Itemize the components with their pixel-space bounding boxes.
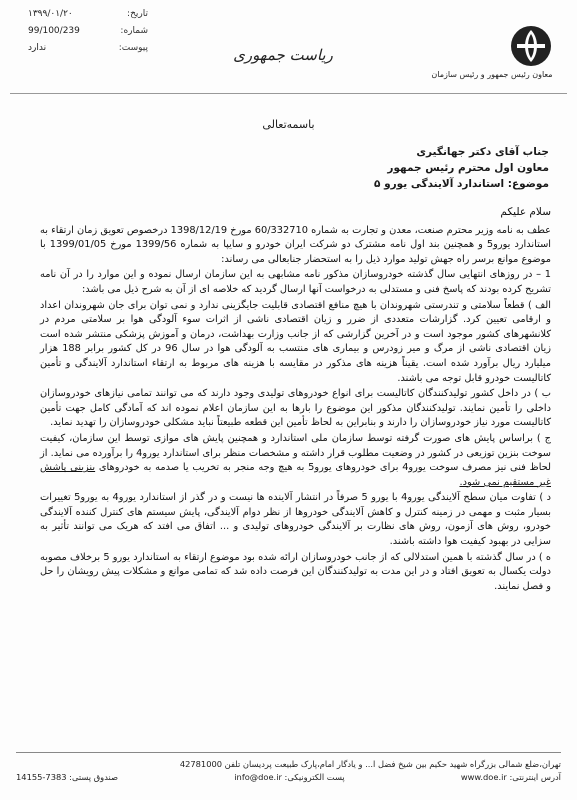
letterhead bbox=[0, 0, 577, 108]
paragraph-d: د ) تفاوت میان سطح آلایندگی یورو4 با یورو 5 صرفاً در انتشار آلاینده ها نیست و در گذر از استاندارد یورو4 به یورو5 تغییرات بسیار مثبت و مهمی در زمینه کنترل و کاهش آلایندگی خودروها از نظر دوام آلایندگی، پایش سیستم های کنترل کننده آلایندگی خودرو، روش های آزمون، روش های نظارت بر آلایندگی خودروهای تولیدی و ... اتفاق می افتد که هریک می توانند تأثیر به سزایی در بهبود کیفیت هوا داشته باشند. bbox=[40, 492, 551, 548]
letter-subject: موضوع: استاندارد آلایندگی یورو ۵ bbox=[374, 178, 549, 190]
underlined-phrase: بنزینی پاشش غیر مستقیم نمی شود. bbox=[40, 462, 551, 488]
header-divider bbox=[10, 93, 567, 94]
paragraph-a: الف ) قطعاً سلامتی و تندرستی شهروندان با هیچ منافع اقتصادی قابلیت جایگزینی ندارد و نمی توان برای جان شهروندان اعداد و ارقامی تعیین کرد. گزارشات متعددی از ضرر و زیان اقتصادی ناشی از اثرات سوء آلودگی هوا بر سلامتی مردم در کلانشهرهای کشور موجود است و در آخرین گزارشی که از جانب وزارت بهداشت، درمان و آموزش پزشکی منتشر شده است زیان اقتصادی ناشی از مرگ و میر زودرس و بیماری های منتسب به آلودگی هوا در سال 96 در کل کشور برابر 188 هزار میلیارد ریال برآورد شده است. یقیناً هزینه های مذکور در مقایسه با هزینه های مربوط به ارتقاء استاندارد آلایندگی و تأمین کاتالیست خودرو قابل توجه می باشند. bbox=[40, 299, 551, 384]
paragraph-c: ج ) براساس پایش های صورت گرفته توسط سازمان ملی استاندارد و همچنین پایش های موازی توسط این سازمان، کیفیت سوخت بنزین توزیعی در کشور در وضعیت مطلوب قرار داشته و مشخصات منظر برای استاندارد یورو4 را برآورده می نماید. از لحاظ فنی نیز مصرف سوخت یورو4 برای خودروهای یورو5 به هیچ وجه منجر به تخریب یا صدمه به خودروهای بنزینی پاشش غیر مستقیم نمی شود. bbox=[40, 432, 551, 488]
meta-attachment: پیوست: ندارد bbox=[28, 43, 148, 53]
recipient-name: جناب آقای دکتر جهانگیری bbox=[416, 146, 549, 158]
letter-meta bbox=[28, 6, 148, 57]
greeting: سلام علیکم bbox=[500, 206, 551, 218]
salutation: باسمه‌تعالی bbox=[262, 118, 315, 131]
paragraph-b: ب ) در داخل کشور تولیدکنندگان کاتالیست برای انواع خودروهای تولیدی وجود دارند که می توانند تمامی نیازهای خودروسازان داخلی را تأمین نمایند. تولیدکنندگان مذکور این موضوع را بارها به این سازمان اعلام نموده اند که آمادگی کامل جهت تأمین کاتالیست مورد نیاز خودروسازان را دارند و بنابراین به لحاظ تأمین این قطعه طبیعتاً نباید مشکلی خودروسازان را تهدید نماید. bbox=[40, 388, 551, 429]
footer-pobox: صندوق پستی: 7383-14155 bbox=[16, 771, 119, 782]
letter-body bbox=[40, 205, 551, 725]
footer-divider bbox=[16, 752, 561, 753]
paragraph-e: ه ) در سال گذشته با همین استدلالی که از جانب خودروسازان ارائه شده بود موضوع ارتقاء به استاندارد یورو 5 برخلاف مصوبه دولت یکسال به تعویق افتاد و در این مدت به تولیدکنندگان این فرصت داده شد که تمامی موانع و مشکلات پیش رویشان را حل و فصل نمایند. bbox=[40, 551, 552, 592]
footer-address: تهران،ضلع شمالی بزرگراه شهید حکیم بین شیخ فضل ا... و یادگار امام،پارک طبیعت پردیسان تلفن 42781000 bbox=[179, 758, 561, 769]
footer-website: آدرس اینترنتی: www.doe.ir bbox=[460, 771, 561, 782]
letter-footer bbox=[16, 752, 561, 783]
meta-number: شماره: 99/100/239 bbox=[28, 26, 148, 36]
meta-date: تاریخ: ۱۳۹۹/۰۱/۲۰ bbox=[28, 9, 148, 19]
footer-contact-row bbox=[16, 770, 561, 783]
footer-email: پست الکترونیکی: info@doe.ir bbox=[234, 771, 345, 782]
paragraph-1: 1 – در روزهای انتهایی سال گذشته خودروسازان مذکور نامه مشابهی به این سازمان ارسال نموده و این موارد را در آن نامه تشریح کرده بودند که پاسخ فنی و مستدلی به درخواست آنها ارسال گردید که خلاصه ای از آن به شرح ذیل می باشد: bbox=[40, 269, 551, 295]
doe-emblem-icon bbox=[509, 24, 553, 68]
footer-address-row bbox=[16, 757, 561, 770]
intro-paragraph: عطف به نامه وزیر محترم صنعت، معدن و تجارت به شماره 60/332710 مورخ 1398/12/19 درخصوص تعویق زمان ارتقاء به استاندارد یورو5 و همچنین بند اول نامه مشترک دو شرکت ایران خودرو و سایپا به شماره 1399/56 مورخ 1399/01/05 با موضوع موانع برسر راه جهش تولید موارد ذیل را به استحضار جنابعالی می رساند: bbox=[40, 224, 552, 265]
recipient-title: معاون اول محترم رئیس جمهور bbox=[387, 162, 549, 174]
presidency-title: ریاست جمهوری bbox=[233, 46, 333, 64]
organization-name: معاون رئیس جمهور و رئیس سازمان bbox=[431, 70, 553, 79]
